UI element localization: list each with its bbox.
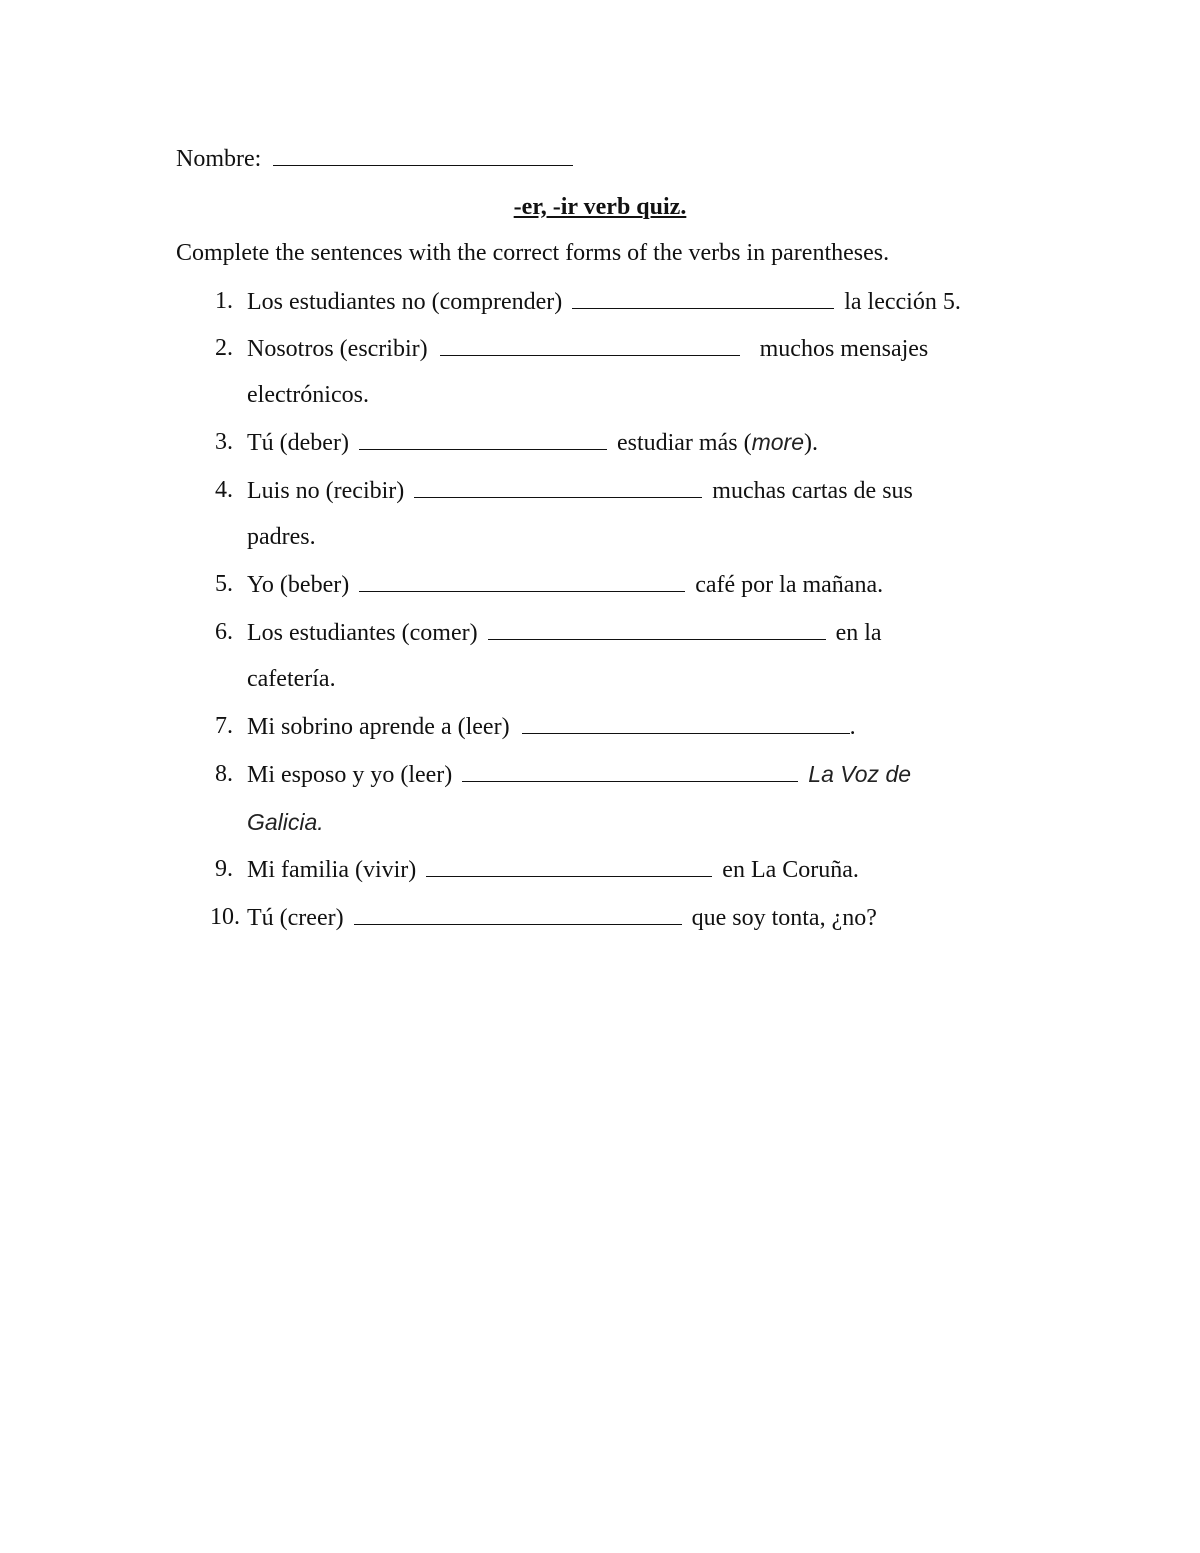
question-number: 8. (215, 761, 233, 787)
question-prompt: Los estudiantes no (comprender) (247, 289, 563, 315)
question-prompt: Tú (deber) (247, 430, 349, 456)
question-ending: café por la mañana. (695, 572, 884, 598)
question-italic-gloss: more (751, 429, 804, 455)
question-prompt: Mi sobrino aprende a (leer) (247, 714, 510, 740)
instructions: Complete the sentences with the correct forms of the verbs in parentheses. (176, 240, 890, 266)
question-number: 5. (215, 571, 233, 597)
question-8-continuation: Galicia. (247, 809, 324, 835)
answer-blank[interactable] (572, 286, 834, 309)
answer-blank[interactable] (359, 427, 607, 450)
answer-blank[interactable] (462, 759, 798, 782)
question-number: 6. (215, 619, 233, 645)
answer-blank[interactable] (522, 711, 850, 734)
question-ending: en La Coruña. (722, 857, 859, 883)
name-field-row (176, 143, 573, 174)
answer-blank[interactable] (488, 617, 826, 640)
question-prompt: Tú (creer) (247, 905, 344, 931)
question-4-continuation: padres. (247, 524, 316, 550)
answer-blank[interactable] (426, 854, 712, 877)
answer-blank[interactable] (359, 569, 685, 592)
question-prompt: Los estudiantes (comer) (247, 620, 478, 646)
name-label: Nombre: (176, 146, 262, 172)
question-ending-close: ). (803, 430, 818, 456)
question-ending: . (849, 714, 856, 740)
question-number: 10. (210, 904, 240, 930)
question-prompt: Luis no (recibir) (247, 478, 405, 504)
question-ending: estudiar más ( (616, 430, 752, 456)
newspaper-title: La Voz de (808, 761, 912, 787)
question-ending: muchas cartas de sus (712, 478, 913, 504)
question-number: 1. (215, 288, 233, 314)
question-prompt: Mi esposo y yo (leer) (247, 762, 453, 788)
name-blank[interactable] (273, 143, 573, 166)
question-number: 4. (215, 477, 233, 503)
answer-blank[interactable] (440, 333, 740, 356)
question-prompt: Mi familia (vivir) (247, 857, 417, 883)
question-ending: en la (835, 620, 882, 646)
question-number: 3. (215, 429, 233, 455)
question-number: 7. (215, 713, 233, 739)
answer-blank[interactable] (414, 475, 702, 498)
question-prompt: Nosotros (escribir) (247, 336, 428, 362)
question-ending: la lección 5. (844, 289, 961, 315)
question-ending: muchos mensajes (759, 336, 929, 362)
question-prompt: Yo (beber) (247, 572, 350, 598)
question-number: 9. (215, 856, 233, 882)
question-ending: que soy tonta, ¿no? (691, 905, 877, 931)
question-2-continuation: electrónicos. (247, 382, 369, 408)
page-title: -er, -ir verb quiz. (513, 194, 687, 220)
answer-blank[interactable] (354, 902, 682, 925)
question-number: 2. (215, 335, 233, 361)
question-6-continuation: cafetería. (247, 666, 336, 692)
